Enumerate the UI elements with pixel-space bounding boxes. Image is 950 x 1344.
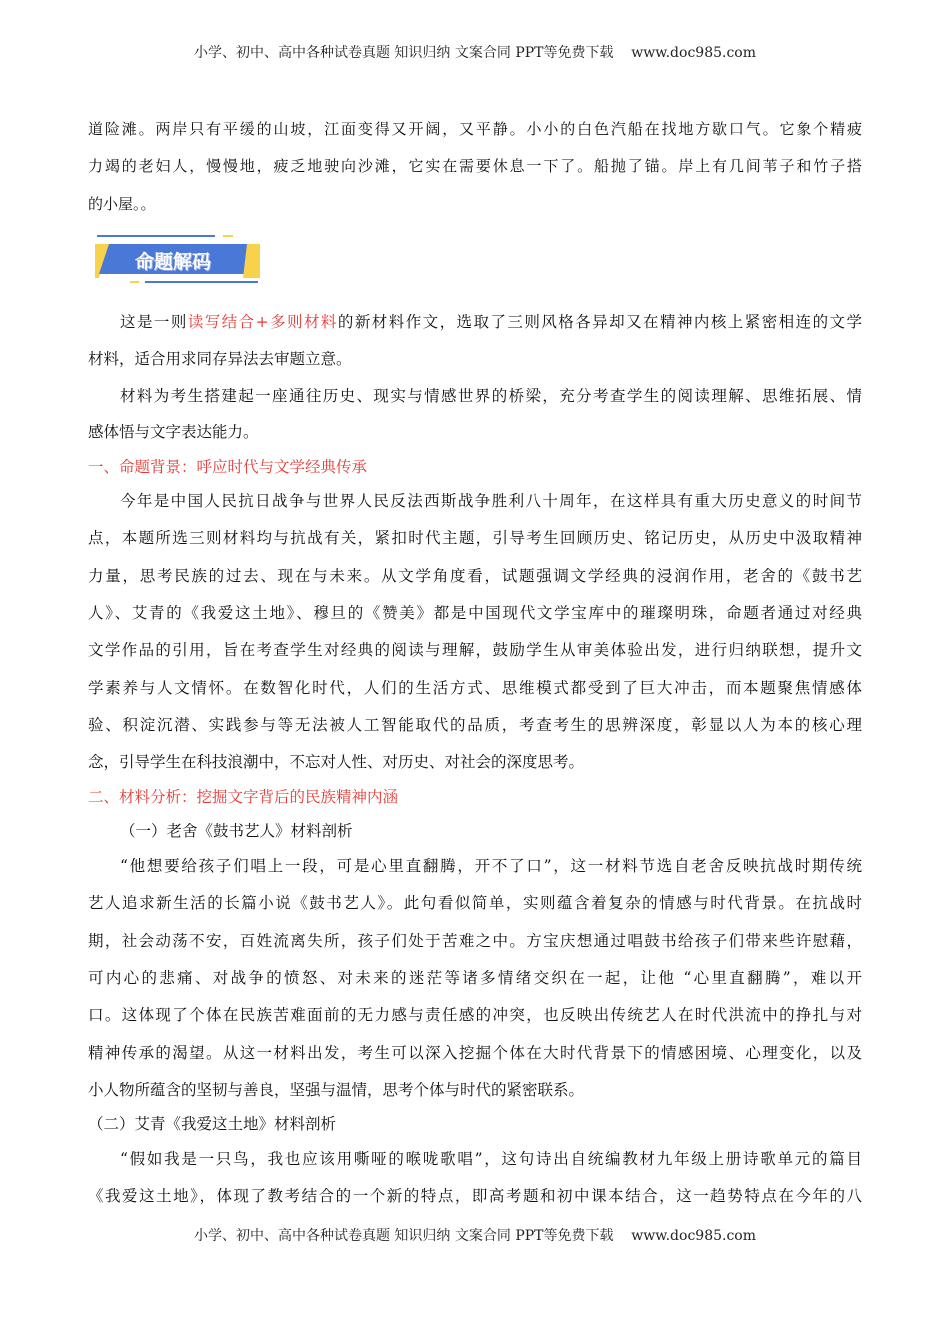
subheading-2: （二）艾青《我爱这土地》材料剖析: [88, 1115, 337, 1133]
intro-paragraph-line: [88, 312, 862, 332]
paragraph-line: “假如我是一只鸟，我也应该用嘶哑的喉咙歌唱”，这句诗出自统编教材九年级上册诗歌单元的篇目: [120, 1150, 862, 1168]
excerpt-line: 的小屋。。: [88, 195, 156, 213]
intro-text: 的新材料作文，选取了三则风格各异却又在精神内核上紧密相连的文学: [337, 313, 862, 331]
paragraph-line: “他想要给孩子们唱上一段，可是心里直翻腾，开不了口”，这一材料节选自老舍反映抗战时期传统: [120, 857, 862, 875]
paragraph-line: 可内心的悲痛、对战争的愤怒、对未来的迷茫等诸多情绪交织在一起，让他 “心里直翻腾”，难以开: [88, 969, 862, 987]
paragraph-line: 文学作品的引用，旨在考查学生对经典的阅读与理解，鼓励学生从审美体验出发，进行归纳联想，提升文: [88, 641, 862, 659]
paragraph-line: 小人物所蕴含的坚韧与善良，坚强与温情，思考个体与时代的紧密联系。: [88, 1081, 585, 1099]
paragraph-line: 念，引导学生在科技浪潮中，不忘对人性、对历史、对社会的深度思考。: [88, 753, 585, 771]
page-header: 小学、初中、高中各种试卷真题 知识归纳 文案合同 PPT等免费下载 www.doc985.com: [193, 45, 756, 61]
paragraph-line: 点，本题所选三则材料均与抗战有关，紧扣时代主题，引导考生回顾历史、铭记历史，从历史中汲取精神: [88, 529, 862, 547]
excerpt-line: 道险滩。两岸只有平缓的山坡，江面变得又开阔，又平静。小小的白色汽船在找地方歇口气。它象个精疲: [88, 120, 862, 138]
paragraph-line: 《我爱这土地》，体现了教考结合的一个新的特点，即高考题和初中课本结合，这一趋势特点在今年的八: [88, 1187, 862, 1205]
banner-label: 命题解码: [135, 251, 212, 273]
section-heading-2: 二、材料分析：挖掘文字背后的民族精神内涵: [88, 788, 399, 806]
paragraph-line: 力量，思考民族的过去、现在与未来。从文学角度看，试题强调文学经典的浸润作用，老舍的《鼓书艺: [88, 567, 862, 585]
intro-paragraph-line: 材料为考生搭建起一座通往历史、现实与情感世界的桥梁，充分考查学生的阅读理解、思维拓展、情: [120, 387, 862, 405]
intro-paragraph-line: 材料，适合用求同存异法去审题立意。: [88, 350, 352, 368]
excerpt-line: 力竭的老妇人，慢慢地，疲乏地驶向沙滩，它实在需要休息一下了。船抛了锚。岸上有几间苇子和竹子搭: [88, 157, 862, 175]
section-heading-1: 一、命题背景：呼应时代与文学经典传承: [88, 458, 368, 476]
intro-paragraph-line: 感体悟与文字表达能力。: [88, 423, 259, 441]
paragraph-line: 精神传承的渴望。从这一材料出发，考生可以深入挖掘个体在大时代背景下的情感困境、心理变化，以及: [88, 1044, 862, 1062]
highlight-text: 读写结合+多则材料: [187, 313, 338, 331]
intro-text: 这是一则: [120, 313, 188, 331]
subheading-1: （一）老舍《鼓书艺人》材料剖析: [120, 822, 353, 840]
section-banner: [95, 234, 260, 284]
paragraph-line: 艺人追求新生活的长篇小说《鼓书艺人》。此句看似简单，实则蕴含着复杂的情感与时代背景。在抗战时: [88, 894, 862, 912]
paragraph-line: 人》、艾青的《我爱这土地》、穆旦的《赞美》都是中国现代文学宝库中的璀璨明珠，命题者通过对经典: [88, 604, 862, 622]
paragraph-line: 口。这体现了个体在民族苦难面前的无力感与责任感的冲突，也反映出传统艺人在时代洪流中的挣扎与对: [88, 1006, 862, 1024]
paragraph-line: 验、积淀沉潜、实践参与等无法被人工智能取代的品质，考查考生的思辨深度，彰显以人为本的核心理: [88, 716, 862, 734]
paragraph-line: 期，社会动荡不安，百姓流离失所，孩子们处于苦难之中。方宝庆想通过唱鼓书给孩子们带来些许慰藉，: [88, 932, 862, 950]
page-footer: 小学、初中、高中各种试卷真题 知识归纳 文案合同 PPT等免费下载 www.doc985.com: [193, 1228, 756, 1244]
paragraph-line: 今年是中国人民抗日战争与世界人民反法西斯战争胜利八十周年，在这样具有重大历史意义的时间节: [120, 492, 862, 510]
paragraph-line: 学素养与人文情怀。在数智化时代，人们的生活方式、思维模式都受到了巨大冲击，而本题聚焦情感体: [88, 679, 862, 697]
